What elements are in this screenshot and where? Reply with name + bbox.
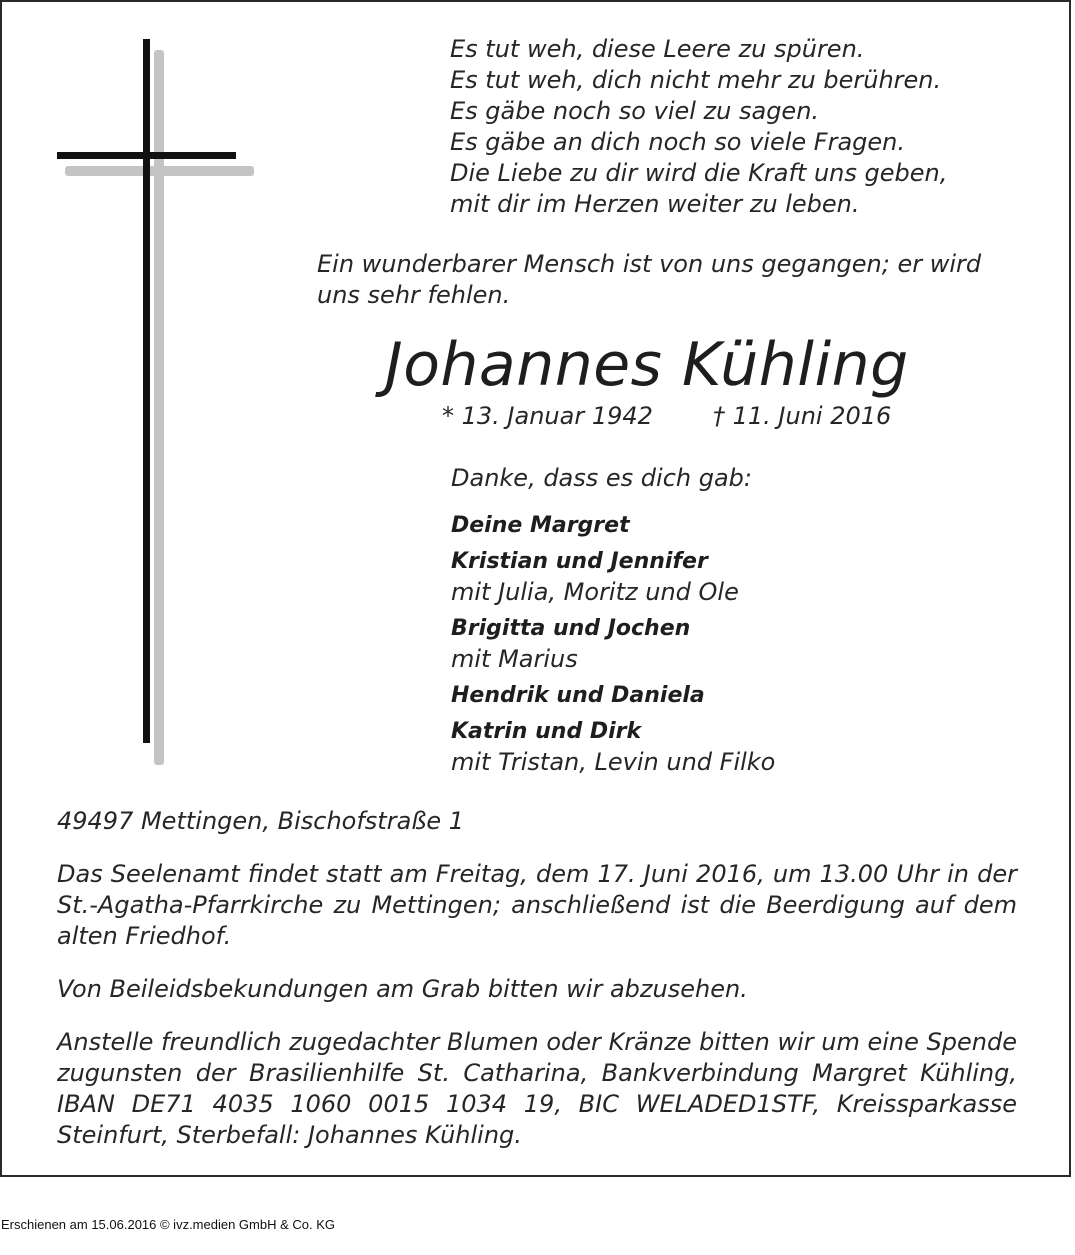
poem-line: Es gäbe an dich noch so viele Fragen. (450, 128, 906, 156)
family-children: mit Tristan, Levin und Filko (451, 748, 776, 776)
intro-text (317, 249, 1037, 311)
donation-info: Anstelle freundlich zugedachter Blumen oder Kränze bitten wir um eine Spende zugunsten der Brasilienhilfe St. Catharina, Bankverbindung Margret Kühling, IBAN DE71 4035 1060 0015 1034 19, BIC WELADED1STF, Kreissparkasse Steinfurt, Sterbefall: Johannes Kühling. (57, 1028, 1017, 1149)
cross-shadow-horizontal (65, 166, 254, 176)
family-name: Brigitta und Jochen (451, 616, 691, 641)
publication-footer: Erschienen am 15.06.2016 © ivz.medien GmbH & Co. KG (1, 1217, 336, 1232)
poem-line: Die Liebe zu dir wird die Kraft uns geben, (450, 159, 948, 187)
poem-line: Es tut weh, dich nicht mehr zu berühren. (450, 66, 942, 94)
family-entry (451, 716, 775, 778)
family-name: Kristian und Jennifer (451, 549, 708, 574)
family-children: mit Marius (451, 645, 578, 673)
family-entry (451, 613, 775, 675)
condolence-note: Von Beileidsbekundungen am Grab bitten wir abzusehen. (57, 975, 748, 1003)
deceased-name: Johannes Kühling (385, 330, 909, 400)
family-list (451, 510, 775, 778)
family-entry (451, 546, 775, 608)
cross-beam-vertical (143, 39, 150, 743)
intro-line: Ein wunderbarer Mensch ist von uns gegangen; er wird (317, 250, 982, 278)
family-name: Deine Margret (451, 513, 630, 538)
thanks-text: Danke, dass es dich gab: (451, 464, 752, 492)
family-entry (451, 510, 775, 541)
poem-line: Es gäbe noch so viel zu sagen. (450, 97, 820, 125)
family-name: Hendrik und Daniela (451, 683, 705, 708)
poem-line: mit dir im Herzen weiter zu leben. (450, 190, 860, 218)
address: 49497 Mettingen, Bischofstraße 1 (57, 807, 465, 835)
family-children: mit Julia, Moritz und Ole (451, 578, 739, 606)
family-name: Katrin und Dirk (451, 719, 642, 744)
intro-line: uns sehr fehlen. (317, 281, 511, 309)
poem-line: Es tut weh, diese Leere zu spüren. (450, 35, 865, 63)
death-date: † 11. Juni 2016 (713, 402, 892, 430)
cross-beam-horizontal (57, 152, 236, 159)
birth-date: * 13. Januar 1942 (442, 402, 653, 430)
service-info: Das Seelenamt findet statt am Freitag, dem 17. Juni 2016, um 13.00 Uhr in der St.-Agatha-Pfarrkirche zu Mettingen; anschließend ist die Beerdigung auf dem alten Friedhof. (57, 860, 1017, 950)
poem (450, 34, 947, 220)
family-entry (451, 680, 775, 711)
